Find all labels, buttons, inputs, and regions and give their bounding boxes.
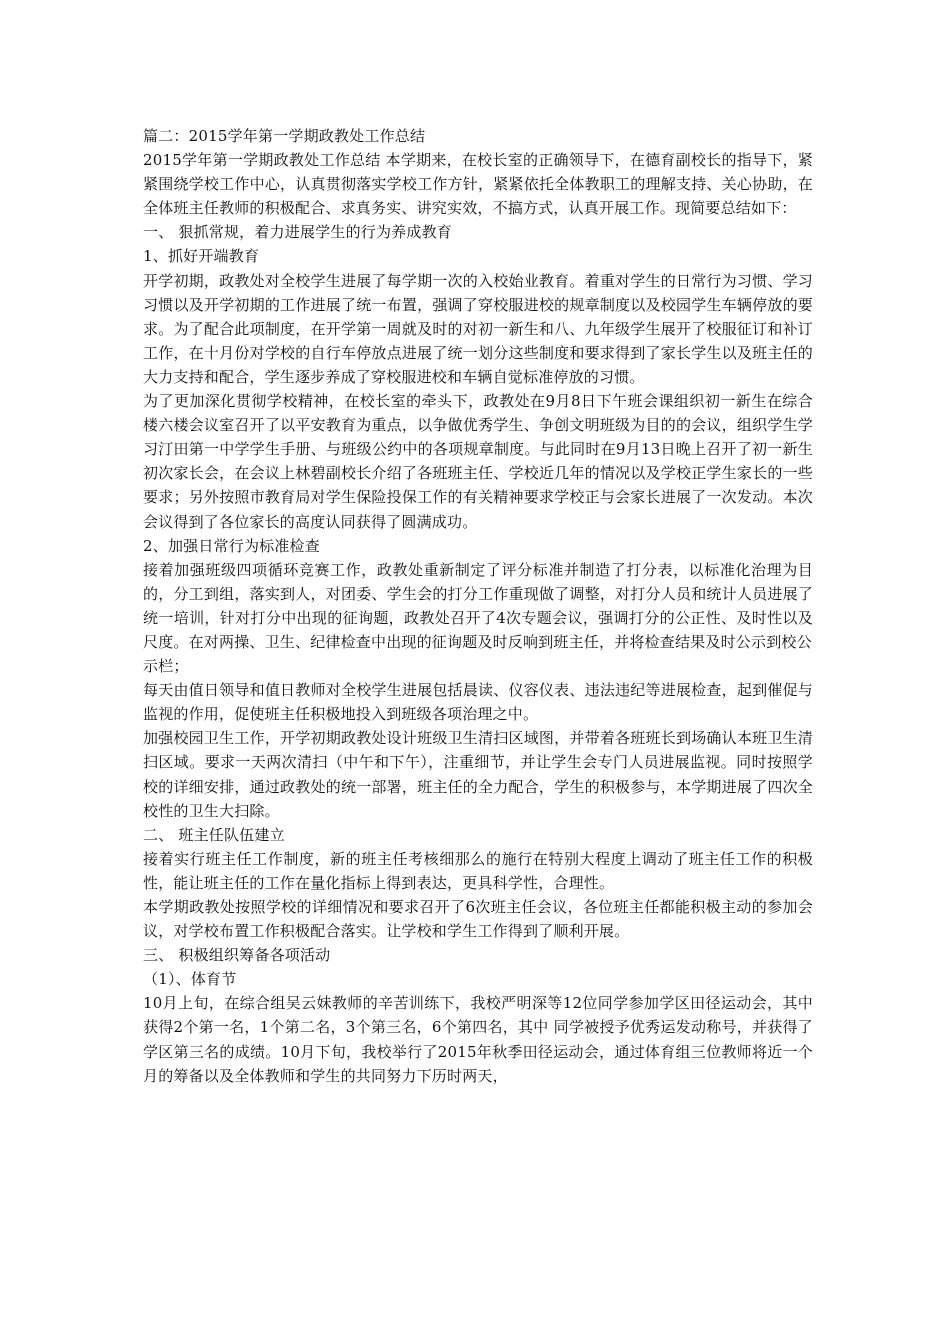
document-body bbox=[143, 124, 813, 1088]
section-heading-3: 三、 积极组织筹备各项活动 bbox=[143, 946, 331, 965]
paragraph: 每天由值日领导和值日教师对全校学生进展包括晨读、仪容仪表、违法违纪等进展检查，起到催促与监视的作用，促使班主任积极地投入到班级各项治理之中。 bbox=[143, 681, 813, 724]
paragraph: 接着加强班级四项循环竞赛工作，政教处重新制定了评分标准并制造了打分表，以标准化治理为目的，分工到组，落实到人，对团委、学生会的打分工作重现做了调整，对打分人员和统计人员进展了统一培训，针对打分中出现的征询题，政教处召开了4次专题会议，强调打分的公正性、及时性以及尺度。在对两操、卫生、纪律检查中出现的征询题及时反响到班主任，并将检查结果及时公示到校公 bbox=[143, 560, 813, 651]
paragraph-intro: 2015学年第一学期政教处工作总结 本学期来，在校长室的正确领导下，在德育副校长的指导下，紧紧围绕学校工作中心，认真贯彻落实学校工作方针，紧紧依托全体教职工的理解支持、关心协助，在全体班主任教师的积极配合、求真务实、讲究实效，不搞方式，认真开展工作。现简要总结如下： bbox=[143, 151, 813, 218]
section-heading-2: 二、 班主任队伍建立 bbox=[143, 825, 285, 844]
paragraph: 加强校园卫生工作，开学初期政教处设计班级卫生清扫区域图，并带着各班班长到场确认本班卫生清扫区域。要求一天两次清扫（中午和下午），注重细节，并让学生会专门人员进展监视。同时按照学校的详细安排，通过政教处的统一部署，班主任的全力配合，学生的积极参与，本学期进展了四次全校性的卫生大扫除。 bbox=[143, 729, 813, 820]
paragraph: 为了更加深化贯彻学校精神，在校长室的牵头下，政教处在9月8日下午班会课组织初一新生在综合楼六楼会议室召开了以平安教育为重点，以争做优秀学生、争创文明班级为目的的会议，组织学生学习汀田第一中学学生手册、与班级公约中的各项规章制度。与此同时在9月13日晚上召开了初一新生初次家长会，在会议上林碧副校长介绍了各班班主任、学校近几年的情况以及学校正学生家长的一些要求；另外按照市教育局对学生保险投保工作的有关精神要求学校正与会家长进展了一次发动。本次会议得到了各位家长的高度认同获得了圆满成功。 bbox=[143, 392, 813, 531]
paragraph: 接着实行班主任工作制度，新的班主任考核细那么的施行在特别大程度上调动了班主任工作的积极性，能让班主任的工作在量化指标上得到表达，更具科学性，合理性。 bbox=[143, 849, 813, 892]
document-title: 篇二：2015学年第一学期政教处工作总结 bbox=[143, 127, 426, 145]
subsection-heading-3-1: （1）、体育节 bbox=[143, 970, 237, 989]
paragraph: 10月上旬，在综合组吴云妹教师的辛苦训练下，我校严明深等12位同学参加学区田径运动会，其中获得2个第一名，1个第二名，3个第三名，6个第四名，其中 同学被授予优秀运发动称号，并获得了学区第三名的成绩。10月下旬，我校举行了2015年秋季田径运动会，通过体育组三位教师将近一个月的筹备以及全体教师和学生的共同努力下历时两天， bbox=[143, 994, 813, 1085]
paragraph: 示栏； bbox=[143, 657, 189, 676]
subsection-heading-1-1: 1、抓好开端教育 bbox=[143, 247, 260, 266]
paragraph: 开学初期，政教处对全校学生进展了每学期一次的入校始业教育。着重对学生的日常行为习惯、学习习惯以及开学初期的工作进展了统一布置，强调了穿校服进校的规章制度以及校园学生车辆停放的要求。为了配合此项制度，在开学第一周就及时的对初一新生和八、九年级学生展开了校服征订和补订工作，在十月份对学校的自行车停放点进展了统一划分这些制度和要求得到了家长学生以及班主任的大力支持和配合，学生逐步养成了穿校服进校和车辆自觉标准停放的习惯。 bbox=[143, 271, 813, 386]
paragraph: 本学期政教处按照学校的详细情况和要求召开了6次班主任会议，各位班主任都能积极主动的参加会议，对学校布置工作积极配合落实。让学校和学生工作得到了顺利开展。 bbox=[143, 898, 813, 941]
subsection-heading-1-2: 2、加强日常行为标准检查 bbox=[143, 536, 320, 555]
section-heading-1: 一、 狠抓常规，着力进展学生的行为养成教育 bbox=[143, 223, 452, 242]
